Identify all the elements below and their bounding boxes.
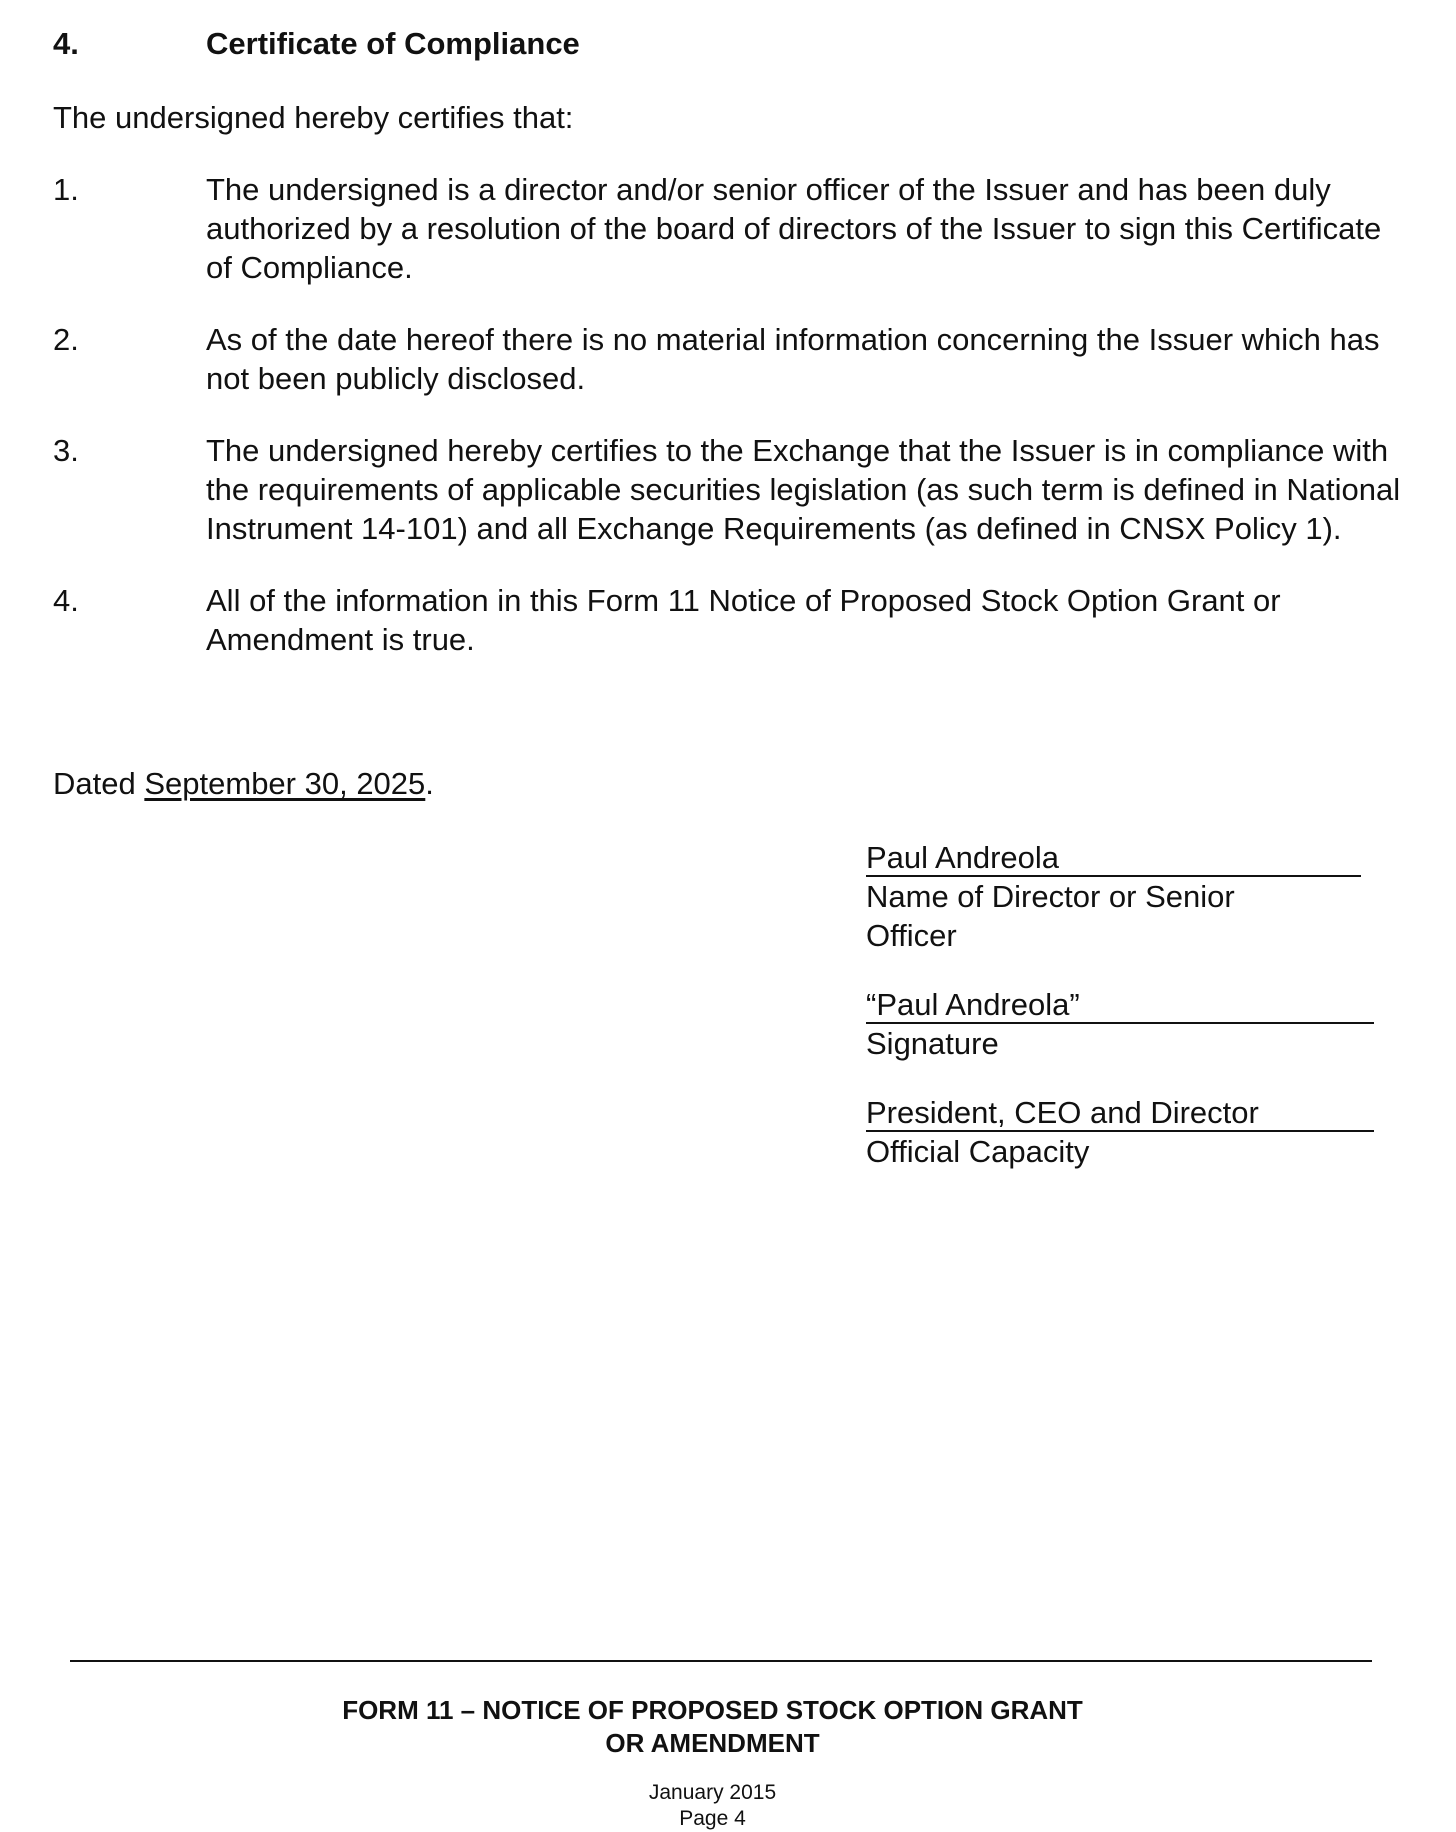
- footer-title-line-2: OR AMENDMENT: [605, 1728, 820, 1758]
- page-number: Page 4: [679, 1807, 746, 1830]
- official-capacity-caption: Official Capacity: [866, 1134, 1090, 1169]
- list-item-number: 3.: [53, 433, 79, 468]
- intro-text: The undersigned hereby certifies that:: [53, 100, 574, 135]
- signature-field-group: [866, 985, 1376, 1063]
- list-item-text: The undersigned hereby certifies to the Exchange that the Issuer is in compliance with the requirements of applicable securities legislation (as such term is defined in National Instrument 14-101) and all Exchange Requirements (as defined in CNSX Policy 1).: [206, 433, 1401, 546]
- list-item: [53, 431, 1401, 548]
- footer-date: January 2015: [648, 1781, 777, 1804]
- signature-value: “Paul Andreola”: [866, 988, 1374, 1024]
- director-name-value: Paul Andreola: [866, 841, 1361, 877]
- certification-list: [53, 170, 1401, 692]
- capacity-field-group: [866, 1093, 1376, 1171]
- dated-suffix: .: [425, 766, 434, 801]
- section-title: Certificate of Compliance: [206, 26, 580, 61]
- name-field-group: [866, 838, 1376, 955]
- footer-meta: [0, 1780, 1425, 1832]
- list-item-number: 2.: [53, 322, 79, 357]
- list-item: [53, 581, 1383, 659]
- dated-line: [53, 764, 434, 804]
- list-item-number: 4.: [53, 583, 79, 618]
- dated-label: Dated: [53, 766, 136, 801]
- list-item: [53, 320, 1383, 398]
- dated-value: September 30, 2025: [144, 766, 426, 801]
- list-item: [53, 170, 1383, 287]
- director-name-caption: Name of Director or Senior Officer: [866, 879, 1235, 953]
- list-item-text: As of the date hereof there is no material information concerning the Issuer which has not been publicly disclosed.: [206, 322, 1380, 396]
- section-number: 4.: [53, 26, 79, 61]
- footer-title-line-1: FORM 11 – NOTICE OF PROPOSED STOCK OPTION GRANT: [342, 1695, 1083, 1725]
- signature-block: [866, 838, 1376, 1201]
- signature-caption: Signature: [866, 1026, 999, 1061]
- official-capacity-value: President, CEO and Director: [866, 1096, 1374, 1132]
- list-item-number: 1.: [53, 172, 79, 207]
- list-item-text: The undersigned is a director and/or senior officer of the Issuer and has been duly authorized by a resolution of the board of directors of the Issuer to sign this Certificate of Compliance.: [206, 172, 1382, 285]
- list-item-text: All of the information in this Form 11 Notice of Proposed Stock Option Grant or Amendment is true.: [206, 583, 1281, 657]
- footer-divider: [70, 1660, 1372, 1662]
- footer-form-title: [0, 1694, 1425, 1760]
